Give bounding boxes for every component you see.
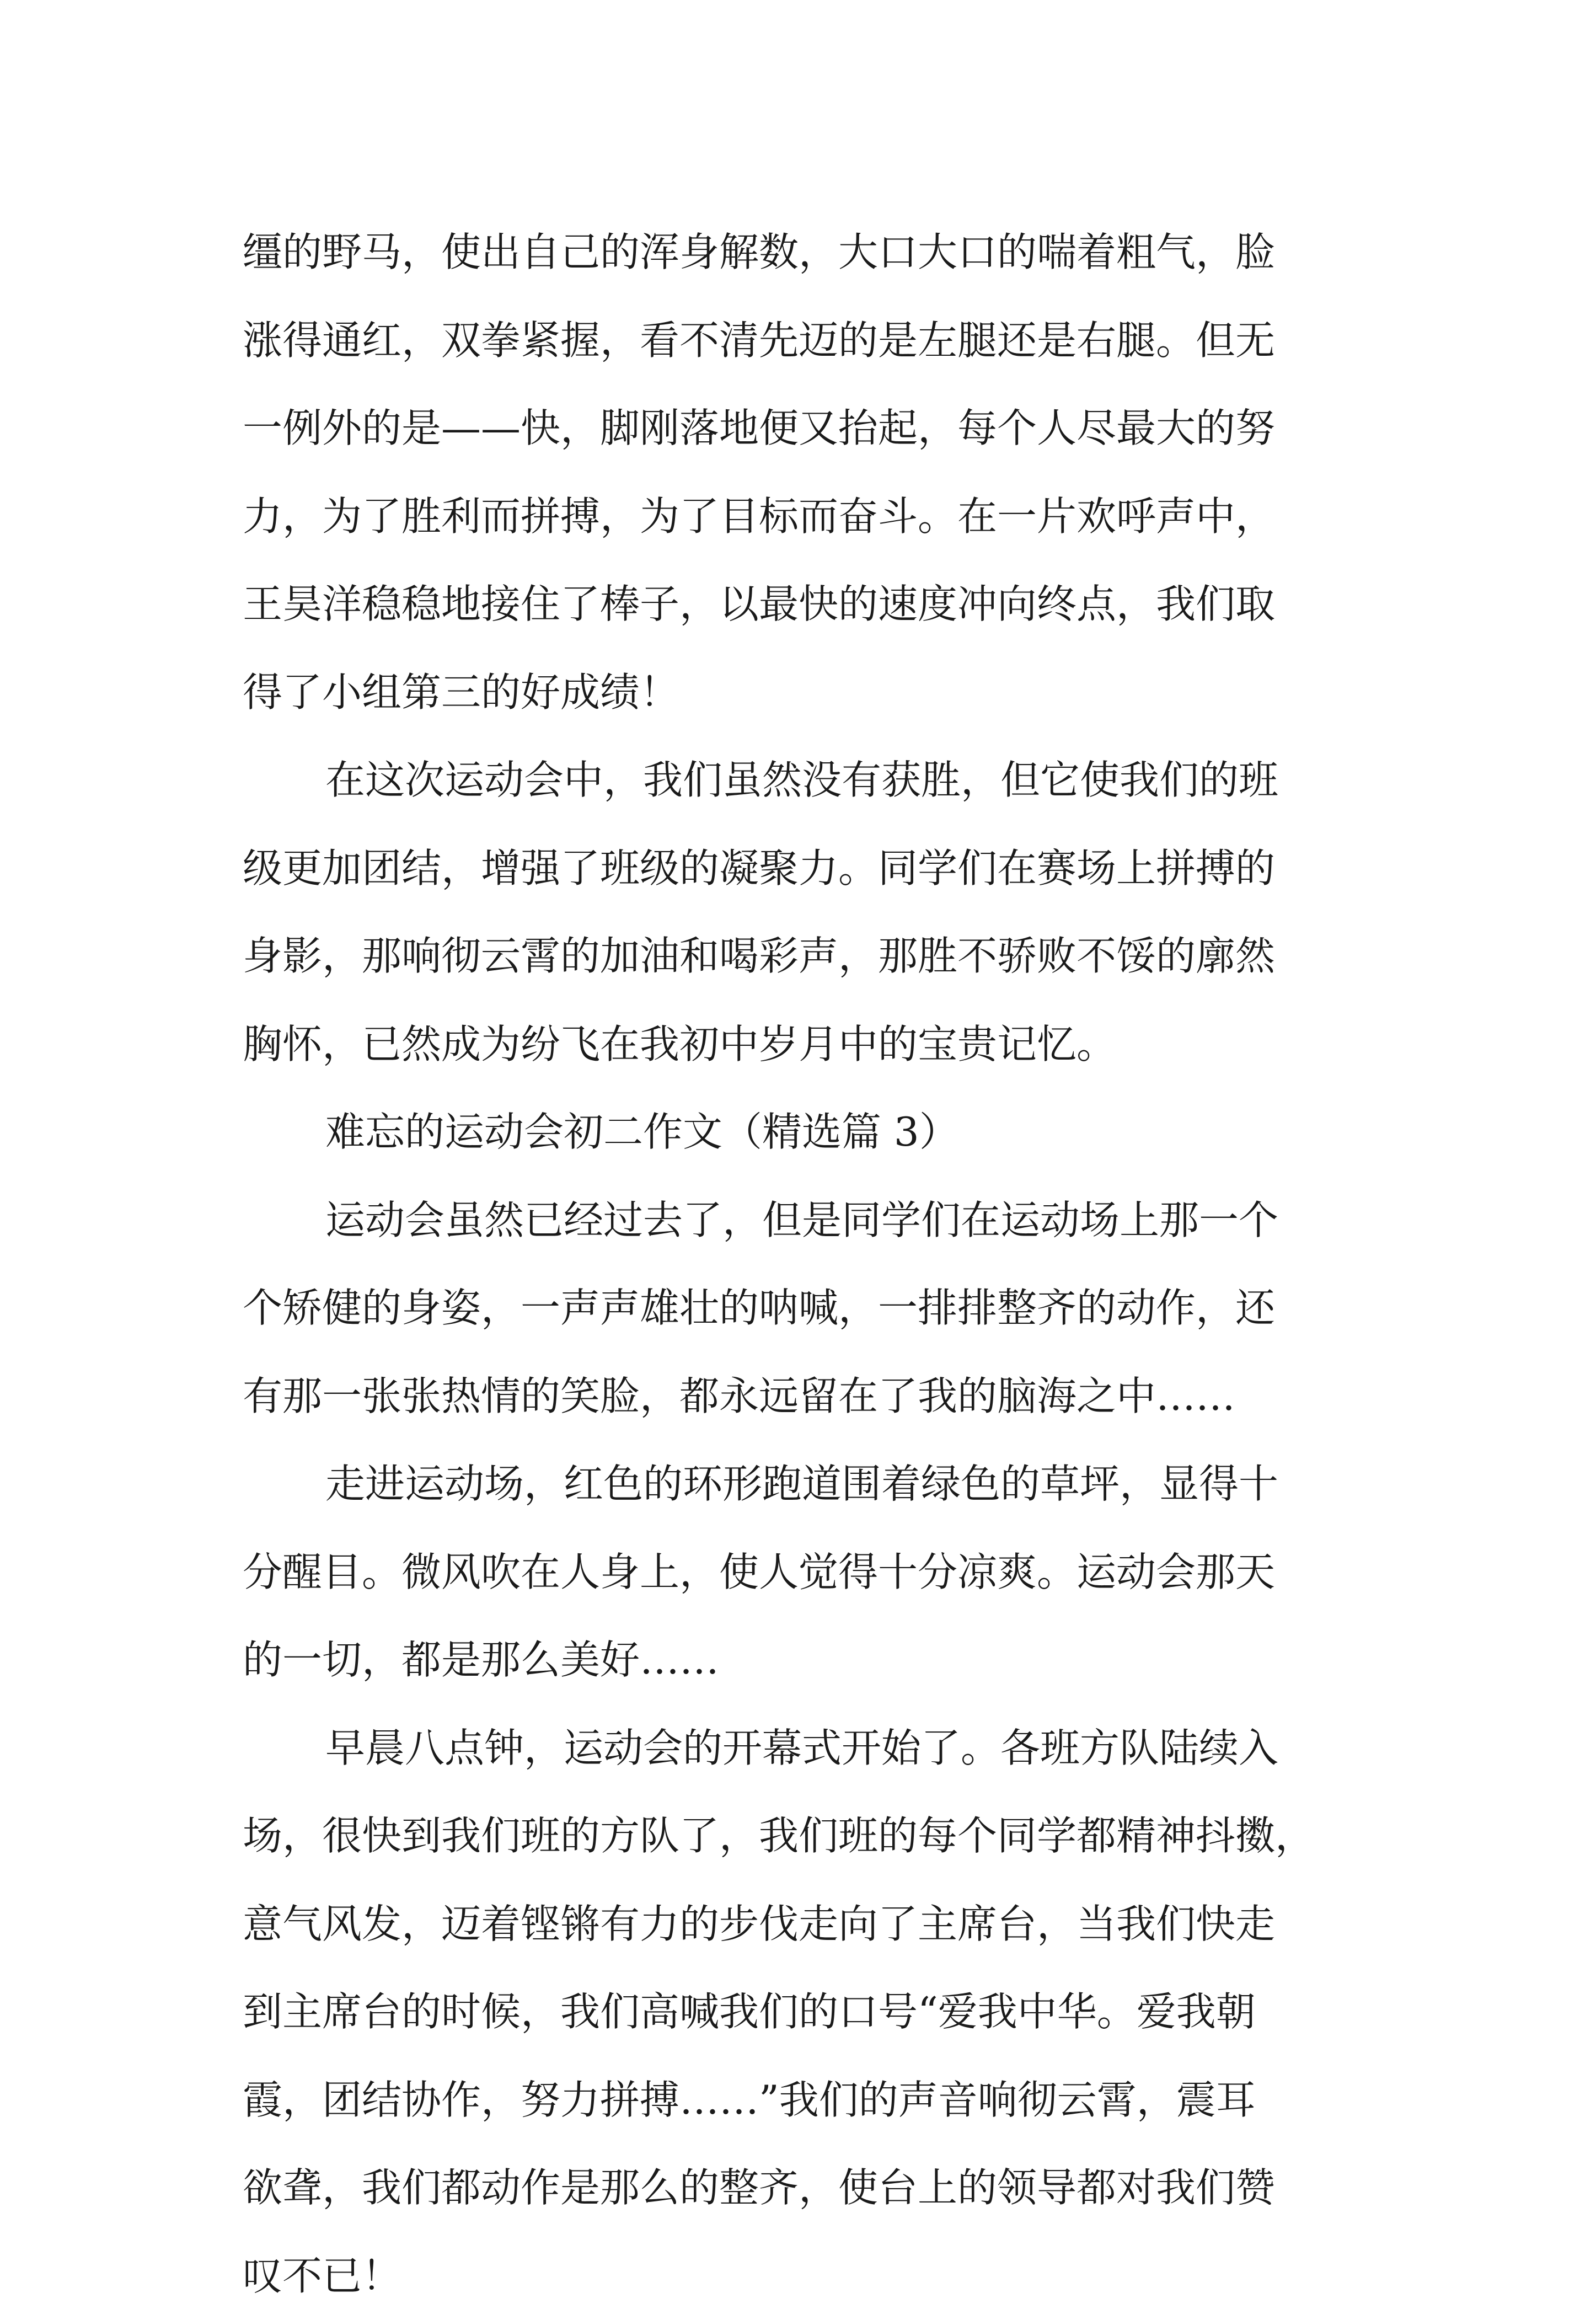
text-line: 王昊洋稳稳地接住了棒子，以最快的速度冲向终点，我们取 bbox=[243, 560, 1368, 649]
text-line: 有那一张张热情的笑脸，都永远留在了我的脑海之中…… bbox=[243, 1353, 1368, 1441]
paragraph-first-line: 运动会虽然已经过去了，但是同学们在运动场上那一个 bbox=[243, 1177, 1368, 1265]
text-line: 的一切，都是那么美好…… bbox=[243, 1616, 1368, 1704]
section-heading: 难忘的运动会初二作文（精选篇 3） bbox=[243, 1088, 1368, 1177]
text-line: 身影，那响彻云霄的加油和喝彩声，那胜不骄败不馁的廓然 bbox=[243, 912, 1368, 1001]
text-line: 欲聋，我们都动作是那么的整齐，使台上的领导都对我们赞 bbox=[243, 2144, 1368, 2232]
text-line: 胸怀，已然成为纷飞在我初中岁月中的宝贵记忆。 bbox=[243, 1001, 1368, 1089]
paragraph-first-line: 走进运动场，红色的环形跑道围着绿色的草坪，显得十 bbox=[243, 1440, 1368, 1528]
text-line: 得了小组第三的好成绩！ bbox=[243, 649, 1368, 737]
text-line: 个矫健的身姿，一声声雄壮的呐喊，一排排整齐的动作，还 bbox=[243, 1264, 1368, 1353]
paragraph-first-line: 在这次运动会中，我们虽然没有获胜，但它使我们的班 bbox=[243, 736, 1368, 825]
text-line: 霞，团结协作，努力拼搏……”我们的声音响彻云霄，震耳 bbox=[243, 2056, 1368, 2145]
text-line: 场，很快到我们班的方队了，我们班的每个同学都精神抖擞， bbox=[243, 1792, 1368, 1880]
text-line: 到主席台的时候，我们高喊我们的口号“爱我中华。爱我朝 bbox=[243, 1968, 1368, 2056]
text-line: 一例外的是——快，脚刚落地便又抬起，每个人尽最大的努 bbox=[243, 384, 1368, 473]
text-line: 涨得通红，双拳紧握，看不清先迈的是左腿还是右腿。但无 bbox=[243, 297, 1368, 385]
paragraph-first-line: 早晨八点钟，运动会的开幕式开始了。各班方队陆续入 bbox=[243, 1704, 1368, 1793]
text-line: 力，为了胜利而拼搏，为了目标而奋斗。在一片欢呼声中， bbox=[243, 473, 1368, 561]
text-line: 意气风发，迈着铿锵有力的步伐走向了主席台，当我们快走 bbox=[243, 1880, 1368, 1969]
text-line: 缰的野马，使出自己的浑身解数，大口大口的喘着粗气，脸 bbox=[243, 209, 1368, 297]
document-body bbox=[243, 209, 1368, 2320]
text-line: 分醒目。微风吹在人身上，使人觉得十分凉爽。运动会那天 bbox=[243, 1528, 1368, 1617]
text-line: 叹不已！ bbox=[243, 2232, 1368, 2320]
text-line: 级更加团结，增强了班级的凝聚力。同学们在赛场上拼搏的 bbox=[243, 825, 1368, 913]
